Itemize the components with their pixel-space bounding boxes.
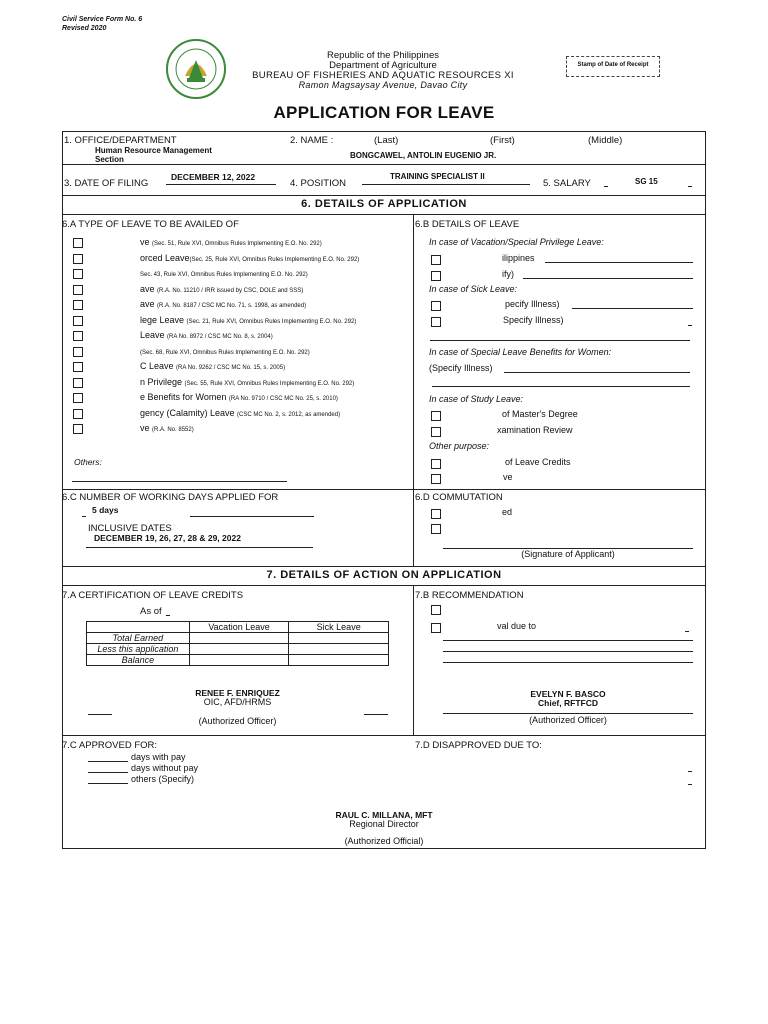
credits-cell[interactable]: [189, 655, 289, 666]
leave-type-item: [140, 330, 273, 340]
section6b-title: 6.B DETAILS OF LEAVE: [415, 219, 520, 230]
credits-row-balance: [87, 655, 389, 666]
7b-authorized: (Authorized Officer): [529, 715, 607, 725]
other-opt1-text: of Leave Credits: [505, 457, 571, 467]
vacation-opt2-text: ify): [502, 269, 514, 279]
leave-type-reference: (RA No. 8972 / CSC MC No. 8, s. 2004): [167, 334, 273, 340]
leave-type-item: [140, 268, 308, 278]
section7b-title: 7.B RECOMMENDATION: [415, 590, 524, 601]
other-opt2-checkbox[interactable]: [431, 474, 441, 484]
leave-type-item: [140, 315, 356, 325]
vacation-opt2-line: [523, 278, 693, 279]
leave-type-item: [140, 392, 338, 402]
7a-authorized: (Authorized Officer): [198, 716, 277, 726]
recommendation-line-1[interactable]: [443, 640, 693, 641]
leave-type-name: gency (Calamity) Leave: [140, 408, 238, 418]
leave-type-name: ve: [140, 423, 153, 433]
disapproved-line-1[interactable]: [688, 771, 692, 772]
disapproved-line-2[interactable]: [688, 784, 692, 785]
recommendation-opt1-checkbox[interactable]: [431, 605, 441, 615]
leave-type-reference: (Sec. 55, Rule XVI, Omnibus Rules Implementing E.O. No. 292): [184, 381, 355, 387]
name-value[interactable]: BONGCAWEL, ANTOLIN EUGENIO JR.: [350, 151, 497, 160]
date-filing-value[interactable]: DECEMBER 12, 2022: [171, 172, 256, 182]
form-title: APPLICATION FOR LEAVE: [273, 103, 495, 122]
leave-type-name: e Benefits for Women: [140, 392, 229, 402]
name-first-label: (First): [490, 135, 515, 146]
divider-row1: [62, 164, 706, 165]
recommendation-line-2[interactable]: [443, 651, 693, 652]
leave-type-reference: (Sec. 51, Rule XVI, Omnibus Rules Implementing E.O. No. 292): [152, 241, 322, 247]
leave-type-item: [140, 253, 359, 263]
final-signatory-name: RAUL C. MILLANA, MFT: [335, 810, 433, 820]
days-with-pay-line[interactable]: [88, 761, 128, 762]
credits-cell[interactable]: [189, 633, 289, 644]
section7c-title: 7.C APPROVED FOR:: [62, 740, 158, 751]
study-label: In case of Study Leave:: [429, 394, 524, 404]
final-authorized: (Authorized Official): [344, 836, 424, 846]
commutation-opt1-checkbox[interactable]: [431, 509, 441, 519]
days-with-pay-text: days with pay: [131, 752, 186, 762]
sick-opt2-checkbox[interactable]: [431, 317, 441, 327]
women-opt-text: (Specify Illness): [429, 363, 493, 373]
name-label: 2. NAME :: [290, 135, 334, 146]
date-filing-label: 3. DATE OF FILING: [64, 178, 149, 189]
7b-signatory-title: Chief, RFTFCD: [538, 698, 598, 708]
section6c-title: 6.C NUMBER OF WORKING DAYS APPLIED FOR: [62, 492, 279, 503]
leave-type-checkbox[interactable]: [73, 254, 83, 264]
divider-7ab: [62, 735, 706, 736]
section7d-title: 7.D DISAPPROVED DUE TO:: [415, 740, 542, 751]
women-line-extra: [432, 386, 690, 387]
form-number: Civil Service Form No. 6: [62, 16, 143, 23]
form-revision: Revised 2020: [62, 25, 107, 32]
divider-6-vertical: [413, 214, 414, 566]
credits-cell[interactable]: [189, 644, 289, 655]
leave-type-checkbox[interactable]: [73, 316, 83, 326]
leave-type-checkbox[interactable]: [73, 409, 83, 419]
study-opt1-checkbox[interactable]: [431, 411, 441, 421]
days-underline-a: [82, 516, 86, 517]
salary-label: 5. SALARY: [543, 178, 591, 189]
days-value[interactable]: 5 days: [92, 505, 119, 515]
divider-section7: [62, 585, 706, 586]
sick-opt1-text: pecify Illness): [505, 299, 560, 309]
others-specify-line[interactable]: [88, 783, 128, 784]
leave-type-item: [140, 408, 340, 418]
header-republic: Republic of the Philippines: [327, 50, 439, 61]
commutation-opt2-checkbox[interactable]: [431, 524, 441, 534]
leave-type-reference: (R.A. No. 11210 / IRR issued by CSC, DOLE and SSS): [157, 288, 304, 294]
days-without-pay-line[interactable]: [88, 772, 128, 773]
vacation-opt1-text: ilippines: [502, 253, 535, 263]
position-label: 4. POSITION: [290, 178, 346, 189]
leave-type-name: C Leave: [140, 361, 177, 371]
leave-type-checkbox[interactable]: [73, 269, 83, 279]
leave-type-name: orced Leave: [140, 253, 190, 263]
leave-type-reference: (Sec. 21, Rule XVI, Omnibus Rules Implementing E.O. No. 292): [186, 319, 357, 325]
date-filing-underline: [166, 184, 276, 185]
name-middle-label: (Middle): [588, 135, 623, 146]
position-underline: [362, 184, 530, 185]
leave-type-checkbox[interactable]: [73, 393, 83, 403]
leave-type-item: [140, 346, 310, 356]
leave-type-reference: (Sec. 25, Rule XVI, Omnibus Rules Implementing E.O. No. 292): [189, 257, 360, 263]
department-seal-logo: [165, 38, 227, 100]
leave-type-item: [140, 284, 303, 294]
credits-header-vacation: Vacation Leave: [189, 622, 289, 633]
credits-header-blank: [87, 622, 190, 633]
leave-type-checkbox[interactable]: [73, 424, 83, 434]
section7a-title: 7.A CERTIFICATION OF LEAVE CREDITS: [62, 590, 244, 601]
7a-sign-line-right: [364, 714, 388, 715]
leave-type-name: Sec. 43, Rule XVI, Omnibus Rules Implementing E.O. No. 292): [140, 272, 308, 278]
sick-opt1-line: [572, 308, 693, 309]
7a-signatory-title: OIC, AFD/HRMS: [203, 697, 272, 707]
credits-row-total-earned: [87, 633, 389, 644]
study-opt1-text: of Master's Degree: [502, 409, 578, 419]
leave-type-checkbox[interactable]: [73, 378, 83, 388]
section6a-title: 6.A TYPE OF LEAVE TO BE AVAILED OF: [62, 219, 239, 230]
office-value-line1: Human Resource Management: [95, 146, 212, 155]
days-underline-b: [190, 516, 314, 517]
leave-type-item: [140, 299, 306, 309]
commutation-opt1-text: ed: [502, 507, 513, 517]
sick-label: In case of Sick Leave:: [429, 284, 518, 294]
leave-type-name: n Privilege: [140, 377, 185, 387]
recommendation-opt2-end: [685, 631, 689, 632]
credits-row-label: Less this application: [87, 644, 190, 655]
section6d-title: 6.D COMMUTATION: [415, 492, 503, 503]
position-value[interactable]: TRAINING SPECIALIST II: [390, 172, 485, 181]
divider-row2: [62, 195, 706, 196]
leave-type-name: ve: [140, 237, 153, 247]
leave-type-item: [140, 423, 194, 433]
leave-type-checkbox[interactable]: [73, 331, 83, 341]
vacation-label: In case of Vacation/Special Privilege Leave:: [429, 237, 604, 247]
leave-type-item: [140, 377, 354, 387]
leave-type-checkbox[interactable]: [73, 347, 83, 357]
days-without-pay-text: days without pay: [131, 763, 199, 773]
credits-row-label: Balance: [87, 655, 190, 666]
leave-type-name: ave: [140, 299, 158, 309]
divider-section7-top: [62, 566, 706, 567]
salary-underline-b: [688, 186, 692, 187]
header-bureau: BUREAU OF FISHERIES AND AQUATIC RESOURCES XI: [252, 70, 514, 81]
others-underline[interactable]: [72, 481, 287, 482]
as-of-label: As of: [140, 606, 162, 617]
leave-type-name: Leave: [140, 330, 168, 340]
leave-type-reference: (R.A. No. 8187 / CSC MC No. 71, s. 1998, as amended): [157, 303, 307, 309]
leave-type-name: lege Leave: [140, 315, 187, 325]
credits-row-label: Total Earned: [87, 633, 190, 644]
credits-header-row: [87, 622, 389, 633]
recommendation-opt2-checkbox[interactable]: [431, 623, 441, 633]
signature-label: (Signature of Applicant): [521, 549, 615, 559]
leave-type-reference: (RA No. 9710 / CSC MC No. 25, s. 2010): [228, 396, 338, 402]
header-department: Department of Agriculture: [329, 60, 437, 71]
leave-type-reference: (RA No. 9262 / CSC MC No. 15, s. 2005): [176, 365, 286, 371]
credits-row-less-application: [87, 644, 389, 655]
section7-title: 7. DETAILS OF ACTION ON APPLICATION: [266, 569, 502, 581]
women-label: In case of Special Leave Benefits for Women:: [429, 347, 612, 357]
other-opt2-text: ve: [503, 472, 513, 482]
leave-type-reference: (CSC MC No. 2, s. 2012, as amended): [237, 412, 341, 418]
leave-type-name: ave: [140, 284, 158, 294]
leave-type-item: [140, 361, 285, 371]
stamp-label: Stamp of Date of Receipt: [577, 62, 649, 68]
vacation-opt1-checkbox[interactable]: [431, 255, 441, 265]
other-purpose-label: Other purpose:: [429, 441, 490, 451]
study-opt2-text: xamination Review: [497, 425, 573, 435]
section6-title: 6. DETAILS OF APPLICATION: [301, 198, 467, 210]
7a-signatory-name: RENEE F. ENRIQUEZ: [195, 688, 280, 698]
recommendation-opt2-text: val due to: [497, 621, 537, 631]
inclusive-value[interactable]: DECEMBER 19, 26, 27, 28 & 29, 2022: [94, 533, 241, 543]
other-opt1-checkbox[interactable]: [431, 459, 441, 469]
credits-cell[interactable]: [289, 633, 389, 644]
women-opt-line: [504, 372, 690, 373]
study-opt2-checkbox[interactable]: [431, 427, 441, 437]
recommendation-line-3[interactable]: [443, 662, 693, 663]
inclusive-underline: [86, 547, 313, 548]
sick-opt1-checkbox[interactable]: [431, 301, 441, 311]
salary-underline-a: [604, 186, 608, 187]
others-label: Others:: [74, 457, 102, 467]
leave-type-item: [140, 237, 322, 247]
others-specify-text: others (Specify): [131, 774, 195, 784]
7b-sign-line: [443, 713, 693, 714]
name-last-label: (Last): [374, 135, 399, 146]
vacation-opt1-line: [545, 262, 693, 263]
7b-signatory-name: EVELYN F. BASCO: [530, 689, 606, 699]
credits-header-sick: Sick Leave: [289, 622, 389, 633]
inclusive-label: INCLUSIVE DATES: [88, 523, 172, 534]
leave-type-name: (Sec. 68, Rule XVI, Omnibus Rules Implementing E.O. No. 292): [140, 350, 310, 356]
sick-opt2-text: Specify Illness): [503, 315, 564, 325]
office-label: 1. OFFICE/DEPARTMENT: [64, 135, 177, 146]
final-signatory-title: Regional Director: [349, 819, 419, 829]
leave-type-checkbox[interactable]: [73, 285, 83, 295]
as-of-underline: [166, 615, 170, 616]
leave-credits-table: [86, 621, 389, 666]
salary-value[interactable]: SG 15: [635, 177, 658, 186]
leave-type-checkbox[interactable]: [73, 238, 83, 248]
sick-opt2-end: [688, 325, 692, 326]
divider-6ab: [62, 489, 706, 490]
header-address: Ramon Magsaysay Avenue, Davao City: [298, 80, 468, 90]
office-value-line2: Section: [95, 155, 124, 164]
leave-type-reference: (R.A. No. 8552): [152, 427, 194, 433]
divider-7-vertical: [413, 585, 414, 735]
leave-type-checkbox[interactable]: [73, 362, 83, 372]
divider-section6: [62, 214, 706, 215]
vacation-opt2-checkbox[interactable]: [431, 271, 441, 281]
sick-line-extra: [430, 340, 690, 341]
leave-type-checkbox[interactable]: [73, 300, 83, 310]
credits-cell[interactable]: [289, 644, 389, 655]
credits-cell[interactable]: [289, 655, 389, 666]
7a-sign-line-left: [88, 714, 112, 715]
